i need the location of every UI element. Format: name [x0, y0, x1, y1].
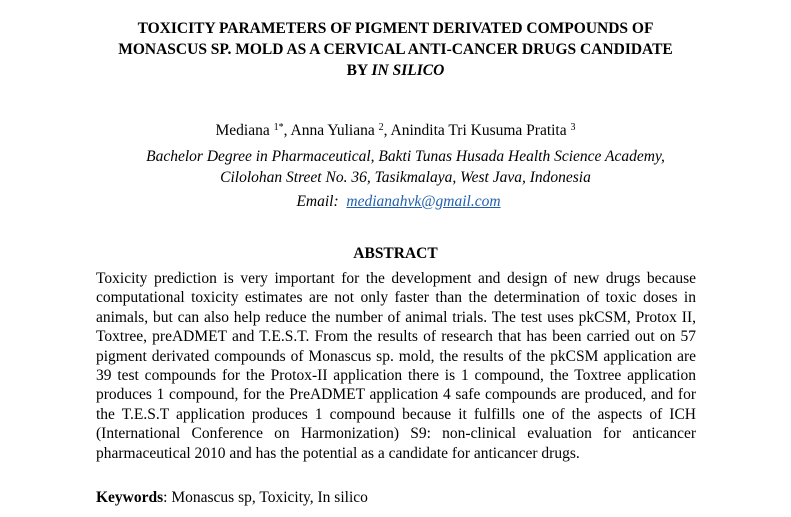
affiliation — [0, 146, 791, 188]
paper-title — [80, 18, 711, 81]
keywords — [96, 488, 696, 508]
title-line-3 — [80, 60, 711, 81]
author-name: Anna Yuliana — [290, 122, 375, 139]
affiliation-line-1: Bachelor Degree in Pharmaceutical, Bakti Tunas Husada Health Science Academy, — [146, 148, 665, 165]
email-label: Email: — [296, 193, 339, 210]
affiliation-line-2: Cilolohan Street No. 36, Tasikmalaya, West Java, Indonesia — [220, 169, 591, 186]
abstract-body: Toxicity prediction is very important for the development and design of new drugs because computational toxicity estimates are not only faster than the determination of toxic doses in animals, but can also help reduce the number of animal trials. The test uses pkCSM, Protox II, Toxtree, preADMET and T.E.S.T. From the results of research that has been carried out on 57 pigment derivated compounds of Monascus sp. mold, the results of the pkCSM application are 39 test compounds for the Protox-II application there is 1 compound, the Toxtree application produces 1 compound, for the PreADMET application 4 safe compounds are produced, and for the T.E.S.T application produces 1 compound because it fulfills one of the aspects of ICH (International Conference on Harmonization) S9: non-clinical evaluation for anticancer pharmaceutical 2010 and has the potential as a candidate for anticancer drugs. — [96, 270, 696, 462]
author-name: Mediana — [215, 122, 270, 139]
title-line-3-prefix: BY — [346, 62, 372, 79]
contact-email — [0, 192, 791, 212]
keywords-values: Monascus sp, Toxicity, In silico — [167, 489, 368, 506]
author-name: Anindita Tri Kusuma Pratita — [390, 122, 567, 139]
title-line-2: MONASCUS SP. MOLD AS A CERVICAL ANTI-CANCER DRUGS CANDIDATE — [118, 41, 673, 58]
author-list — [0, 121, 791, 141]
keywords-label: Keywords — [96, 489, 164, 506]
author-affiliation-mark: 2 — [378, 122, 384, 133]
author-affiliation-mark: 1* — [273, 122, 284, 133]
author-separator: , — [383, 122, 391, 139]
title-line-1: TOXICITY PARAMETERS OF PIGMENT DERIVATED COMPOUNDS OF — [137, 20, 654, 37]
keywords-colon: : — [163, 489, 168, 506]
author-separator: , — [283, 122, 291, 139]
title-in-silico: IN SILICO — [371, 62, 445, 79]
abstract-heading: ABSTRACT — [353, 245, 438, 262]
author-affiliation-mark: 3 — [570, 122, 576, 133]
email-link[interactable]: medianahvk@gmail.com — [346, 193, 501, 210]
